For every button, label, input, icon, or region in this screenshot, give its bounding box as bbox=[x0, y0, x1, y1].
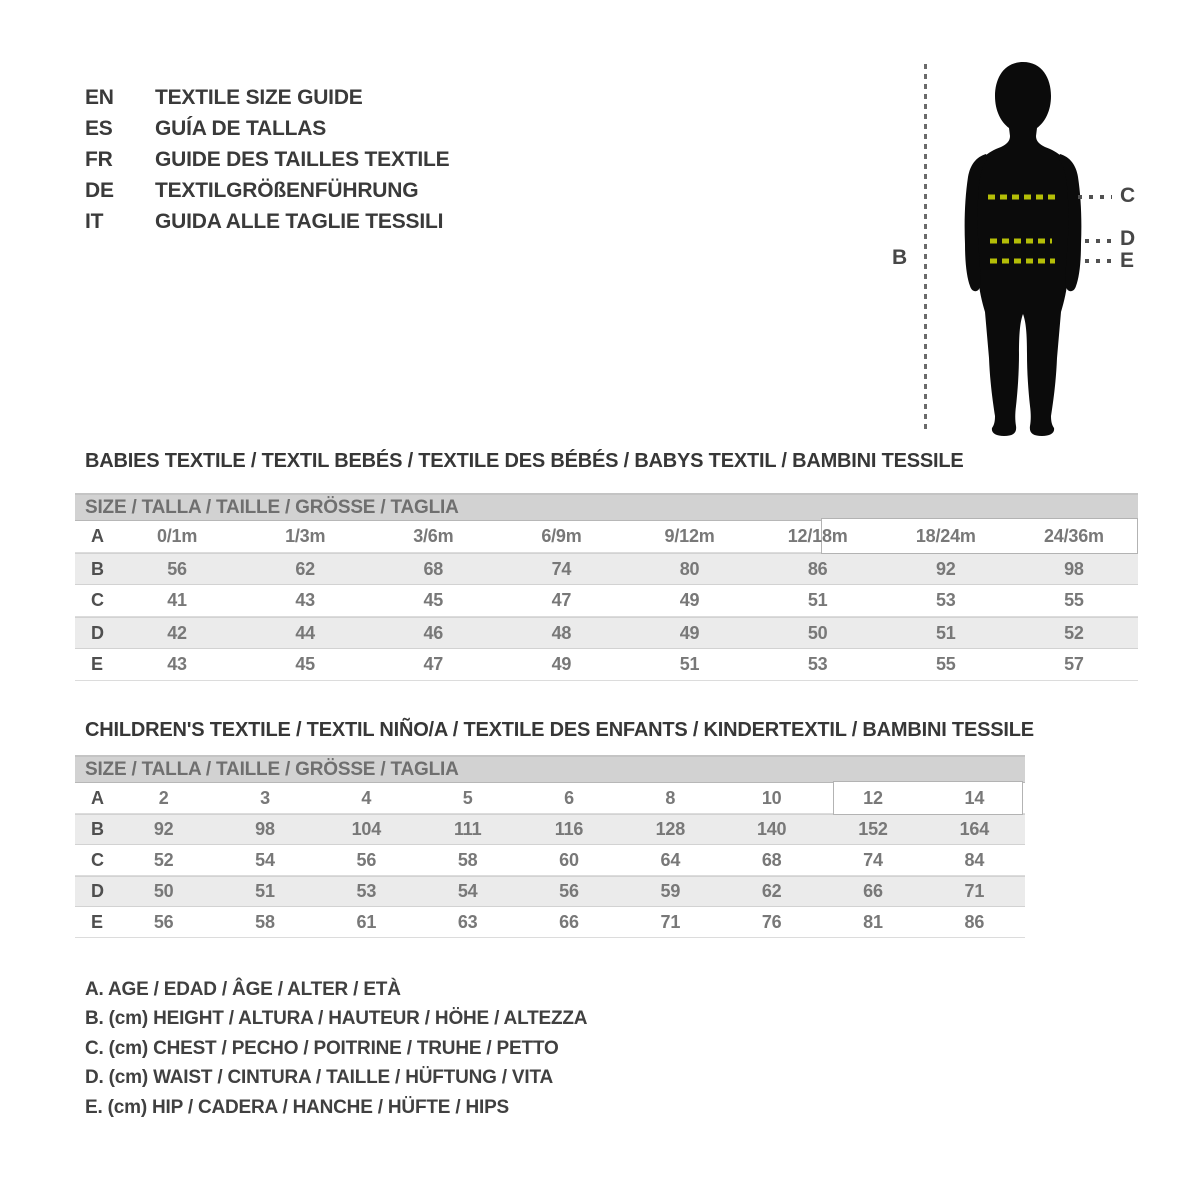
table-cell: 50 bbox=[807, 622, 828, 643]
table-cell: 3 bbox=[260, 787, 270, 808]
table-cell: 55 bbox=[936, 654, 956, 674]
table-row bbox=[75, 585, 1138, 617]
language-title: TEXTILGRÖßENFÜHRUNG bbox=[155, 178, 419, 202]
table-cell: 63 bbox=[457, 911, 478, 932]
table-cell: 51 bbox=[936, 622, 956, 643]
language-title: GUIDA ALLE TAGLIE TESSILI bbox=[155, 209, 444, 233]
waist-label: D bbox=[1120, 227, 1135, 250]
language-row bbox=[85, 113, 449, 144]
table-cell: 58 bbox=[255, 911, 275, 932]
table-cell: 12 bbox=[863, 787, 883, 808]
table-cell: 56 bbox=[356, 849, 377, 870]
table-cell: 61 bbox=[356, 911, 377, 932]
row-label: A bbox=[91, 787, 104, 808]
child-silhouette-icon bbox=[938, 58, 1174, 440]
table-cell: 49 bbox=[551, 654, 572, 674]
table-cell: 56 bbox=[153, 911, 174, 932]
table-cell: 49 bbox=[679, 590, 700, 610]
language-code: IT bbox=[85, 209, 104, 233]
table-cell: 53 bbox=[936, 590, 956, 610]
legend-line: D. (cm) WAIST / CINTURA / TAILLE / HÜFTUNG / VITA bbox=[85, 1067, 553, 1089]
table-cell: 5 bbox=[462, 787, 473, 808]
table-cell: 58 bbox=[457, 849, 478, 870]
measurement-legend bbox=[85, 975, 587, 1123]
table-cell: 14 bbox=[964, 787, 985, 808]
language-title: TEXTILE SIZE GUIDE bbox=[155, 85, 363, 109]
table-cell: 152 bbox=[858, 819, 888, 839]
table-cell: 46 bbox=[423, 622, 444, 643]
table-cell: 24/36m bbox=[1044, 526, 1104, 546]
language-row bbox=[85, 82, 449, 113]
table-cell: 74 bbox=[551, 558, 572, 579]
children-section-heading: CHILDREN'S TEXTILE / TEXTIL NIÑO/A / TEXTILE DES ENFANTS / KINDERTEXTIL / BAMBINI TESSILE bbox=[85, 719, 1034, 741]
table-cell: 62 bbox=[295, 558, 315, 579]
table-cell: 80 bbox=[679, 558, 700, 579]
row-label: C bbox=[91, 849, 104, 870]
language-title: GUÍA DE TALLAS bbox=[155, 116, 327, 140]
table-cell: 56 bbox=[167, 558, 187, 579]
table-cell: 42 bbox=[167, 622, 187, 643]
table-cell: 81 bbox=[863, 911, 883, 932]
table-cell: 2 bbox=[158, 787, 169, 808]
table-row bbox=[75, 907, 1025, 938]
table-cell: 66 bbox=[863, 881, 883, 901]
babies-section-heading: BABIES TEXTILE / TEXTIL BEBÉS / TEXTILE DES BÉBÉS / BABYS TEXTIL / BAMBINI TESSILE bbox=[85, 450, 964, 472]
table-cell: 84 bbox=[964, 849, 985, 870]
table-cell: 76 bbox=[761, 911, 782, 932]
children-size-table bbox=[75, 755, 1025, 938]
table-cell: 74 bbox=[863, 849, 883, 870]
row-label: B bbox=[91, 558, 104, 579]
table-cell: 111 bbox=[453, 819, 482, 839]
table-cell: 71 bbox=[660, 911, 681, 932]
table-cell: 53 bbox=[356, 881, 377, 901]
table-cell: 51 bbox=[679, 654, 700, 674]
table-cell: 92 bbox=[936, 558, 956, 579]
legend-line: B. (cm) HEIGHT / ALTURA / HAUTEUR / HÖHE / ALTEZZA bbox=[85, 1008, 588, 1030]
chest-label: C bbox=[1120, 184, 1135, 207]
table-cell: 92 bbox=[153, 819, 174, 839]
table-cell: 48 bbox=[551, 622, 572, 643]
language-row bbox=[85, 206, 449, 237]
table-cell: 43 bbox=[295, 590, 315, 610]
table-cell: 9/12m bbox=[664, 526, 715, 546]
table-row bbox=[75, 649, 1138, 681]
table-cell: 68 bbox=[761, 849, 782, 870]
table-cell: 43 bbox=[167, 654, 187, 674]
table-cell: 3/6m bbox=[413, 526, 454, 546]
language-title: GUIDE DES TAILLES TEXTILE bbox=[155, 147, 450, 171]
row-label: E bbox=[91, 654, 103, 674]
babies-size-header: SIZE / TALLA / TAILLE / GRÖSSE / TAGLIA bbox=[75, 493, 1138, 521]
table-cell: 98 bbox=[255, 819, 275, 839]
language-code: ES bbox=[85, 116, 113, 140]
table-row bbox=[75, 553, 1138, 585]
row-label: B bbox=[91, 819, 104, 839]
table-cell: 140 bbox=[756, 819, 787, 839]
table-cell: 68 bbox=[423, 558, 444, 579]
table-cell: 45 bbox=[295, 654, 315, 674]
row-label: E bbox=[91, 911, 103, 932]
table-cell: 47 bbox=[423, 654, 444, 674]
language-list bbox=[85, 82, 449, 237]
table-row bbox=[75, 845, 1025, 876]
height-measure-line bbox=[924, 64, 927, 432]
table-cell: 54 bbox=[457, 881, 478, 901]
table-cell: 1/3m bbox=[285, 526, 326, 546]
table-cell: 6/9m bbox=[541, 526, 582, 546]
table-cell: 128 bbox=[655, 819, 686, 839]
table-cell: 44 bbox=[295, 622, 315, 643]
hip-label: E bbox=[1120, 249, 1134, 272]
babies-size-table bbox=[75, 493, 1138, 681]
language-row bbox=[85, 175, 449, 206]
table-cell: 86 bbox=[807, 558, 828, 579]
table-row bbox=[75, 814, 1025, 845]
table-cell: 47 bbox=[551, 590, 572, 610]
table-cell: 98 bbox=[1064, 558, 1084, 579]
table-cell: 12/18m bbox=[787, 526, 848, 546]
table-cell: 51 bbox=[255, 881, 275, 901]
table-cell: 66 bbox=[559, 911, 579, 932]
table-cell: 53 bbox=[807, 654, 828, 674]
language-code: DE bbox=[85, 178, 114, 202]
table-cell: 0/1m bbox=[156, 526, 198, 546]
table-cell: 45 bbox=[423, 590, 444, 610]
language-row bbox=[85, 144, 449, 175]
legend-line: A. AGE / EDAD / ÂGE / ALTER / ETÀ bbox=[85, 978, 401, 1000]
table-cell: 56 bbox=[559, 881, 579, 901]
language-code: EN bbox=[85, 85, 114, 109]
table-cell: 49 bbox=[679, 622, 700, 643]
table-row bbox=[75, 617, 1138, 649]
table-cell: 71 bbox=[964, 881, 985, 901]
table-cell: 57 bbox=[1064, 654, 1084, 674]
measurement-figure bbox=[880, 50, 1180, 460]
row-label: D bbox=[91, 881, 104, 901]
table-cell: 164 bbox=[959, 819, 990, 839]
table-cell: 55 bbox=[1064, 590, 1084, 610]
table-cell: 51 bbox=[807, 590, 828, 610]
table-cell: 4 bbox=[361, 787, 372, 808]
table-cell: 86 bbox=[964, 911, 985, 932]
legend-line: C. (cm) CHEST / PECHO / POITRINE / TRUHE / PETTO bbox=[85, 1037, 559, 1059]
table-cell: 64 bbox=[660, 849, 681, 870]
table-cell: 41 bbox=[167, 590, 187, 610]
height-label: B bbox=[892, 246, 907, 269]
table-cell: 62 bbox=[761, 881, 782, 901]
table-cell: 104 bbox=[351, 819, 382, 839]
table-cell: 50 bbox=[153, 881, 174, 901]
table-cell: 116 bbox=[554, 819, 584, 839]
table-cell: 6 bbox=[564, 787, 574, 808]
children-size-header: SIZE / TALLA / TAILLE / GRÖSSE / TAGLIA bbox=[75, 755, 1025, 783]
legend-line: E. (cm) HIP / CADERA / HANCHE / HÜFTE / HIPS bbox=[85, 1096, 510, 1118]
table-row bbox=[75, 876, 1025, 907]
table-cell: 52 bbox=[153, 849, 174, 870]
row-label: C bbox=[91, 590, 104, 610]
table-cell: 8 bbox=[665, 787, 676, 808]
language-code: FR bbox=[85, 147, 113, 171]
row-label: D bbox=[91, 622, 104, 643]
table-cell: 54 bbox=[255, 849, 275, 870]
table-cell: 10 bbox=[761, 787, 782, 808]
table-cell: 52 bbox=[1064, 622, 1084, 643]
table-cell: 60 bbox=[559, 849, 579, 870]
table-cell: 59 bbox=[660, 881, 681, 901]
table-cell: 18/24m bbox=[915, 526, 976, 546]
row-label: A bbox=[91, 526, 104, 546]
